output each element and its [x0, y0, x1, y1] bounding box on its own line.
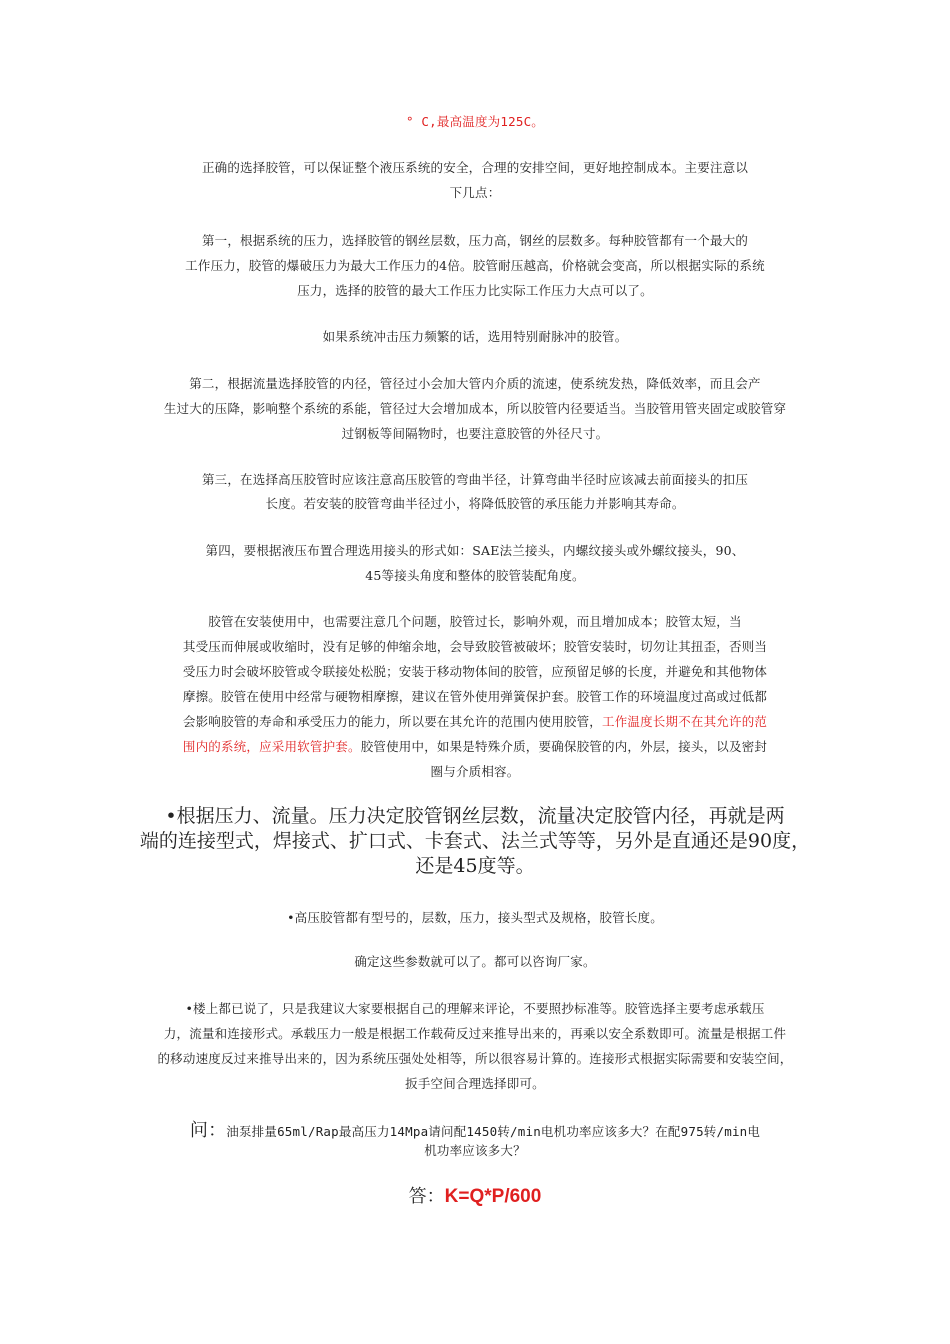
point-one-line: 工作压力，胶管的爆破压力为最大工作压力的4倍。胶管耐压越高，价格就会变高，所以根据实际的系统 [185, 258, 765, 273]
highlighted-warning: 围内的系统，应采用软管护套。 [182, 739, 361, 754]
question-text: 油泵排量65ml/Rap最高压力14Mpa请问配1450转/min电机功率应该多大？在配975转/min电 [226, 1124, 761, 1139]
answer-line [0, 1182, 950, 1208]
point-two-line: 第二，根据流量选择胶管的内径，管径过小会加大管内介质的流速，使系统发热，降低效率，而且会产 [189, 376, 761, 391]
usage-text: 会影响胶管的寿命和承受压力的能力，所以要在其允许的范围内使用胶管， [182, 714, 602, 729]
impulse-note: 如果系统冲击压力频繁的话，选用特别耐脉冲的胶管。 [322, 329, 628, 344]
usage-line: 胶管在安装使用中，也需要注意几个问题，胶管过长，影响外观，而且增加成本；胶管太短，当 [208, 614, 742, 629]
usage-line: 摩擦。胶管在使用中经常与硬物相摩擦，建议在管外使用弹簧保护套。胶管工作的环境温度过高或过低都 [182, 689, 768, 704]
intro-line: 下几点： [449, 185, 501, 200]
forum-reply-line: 扳手空间合理选择即可。 [405, 1076, 545, 1091]
point-three-line: 第三，在选择高压胶管时应该注意高压胶管的弯曲半径，计算弯曲半径时应该减去前面接头的扣压 [201, 472, 749, 487]
forum-reply-line: •楼上都已说了，只是我建议大家要根据自己的理解来评论，不要照抄标准等。胶管选择主要考虑承载压 [185, 1001, 765, 1016]
point-one-line: 压力，选择的胶管的最大工作压力比实际工作压力大点可以了。 [297, 283, 653, 298]
temperature-note: ° C,最高温度为125C。 [405, 114, 544, 129]
model-note: •高压胶管都有型号的，层数，压力，接头型式及规格，胶管长度。 [287, 910, 663, 925]
point-one-line: 第一，根据系统的压力，选择胶管的钢丝层数，压力高，钢丝的层数多。每种胶管都有一个最大的 [201, 233, 749, 248]
summary-line: 端的连接型式，焊接式、扩口式、卡套式、法兰式等等，另外是直通还是90度， [139, 830, 811, 852]
usage-line: 其受压而伸展或收缩时，没有足够的伸缩余地，会导致胶管被破坏；胶管安装时，切勿让其扭歪，否则当 [182, 639, 768, 654]
consult-note: 确定这些参数就可以了。都可以咨询厂家。 [354, 954, 596, 969]
answer-formula: K=Q*P/600 [444, 1186, 542, 1207]
summary-line: •根据压力、流量。压力决定胶管钢丝层数，流量决定胶管内径，再就是两 [165, 805, 785, 827]
usage-line: 受压力时会破坏胶管或令联接处松脱；安装于移动物体间的胶管，应预留足够的长度，并避免和其他物体 [182, 664, 768, 679]
point-four-line: 第四，要根据液压布置合理选用接头的形式如：SAE法兰接头，内螺纹接头或外螺纹接头，90、 [205, 543, 745, 558]
point-two-line: 生过大的压降，影响整个系统的系能，管径过大会增加成本，所以胶管内径要适当。当胶管用管夹固定或胶管穿 [163, 401, 787, 416]
forum-reply-line: 的移动速度反过来推导出来的，因为系统压强处处相等，所以很容易计算的。连接形式根据实际需要和安装空间， [157, 1051, 793, 1066]
highlighted-warning: 工作温度长期不在其允许的范 [602, 714, 768, 729]
question-label: 问： [189, 1120, 227, 1141]
summary-line: 还是45度等。 [415, 855, 535, 877]
usage-line: 圈与介质相容。 [430, 764, 520, 779]
question-line [0, 1116, 950, 1142]
point-two-line: 过钢板等间隔物时，也要注意胶管的外径尺寸。 [341, 426, 609, 441]
answer-label: 答： [408, 1186, 445, 1207]
point-three-line: 长度。若安装的胶管弯曲半径过小，将降低胶管的承压能力并影响其寿命。 [265, 496, 685, 511]
question-line: 机功率应该多大？ [424, 1143, 526, 1158]
usage-text: 胶管使用中，如果是特殊介质，要确保胶管的内，外层，接头，以及密封 [360, 739, 768, 754]
forum-reply-line: 力，流量和连接形式。承载压力一般是根据工作载荷反过来推导出来的，再乘以安全系数即可。流量是根据工件 [163, 1026, 787, 1041]
point-four-line: 45等接头角度和整体的胶管装配角度。 [365, 568, 585, 583]
usage-line [0, 712, 950, 730]
intro-line: 正确的选择胶管，可以保证整个液压系统的安全，合理的安排空间，更好地控制成本。主要注意以 [201, 160, 749, 175]
usage-line [0, 737, 950, 755]
